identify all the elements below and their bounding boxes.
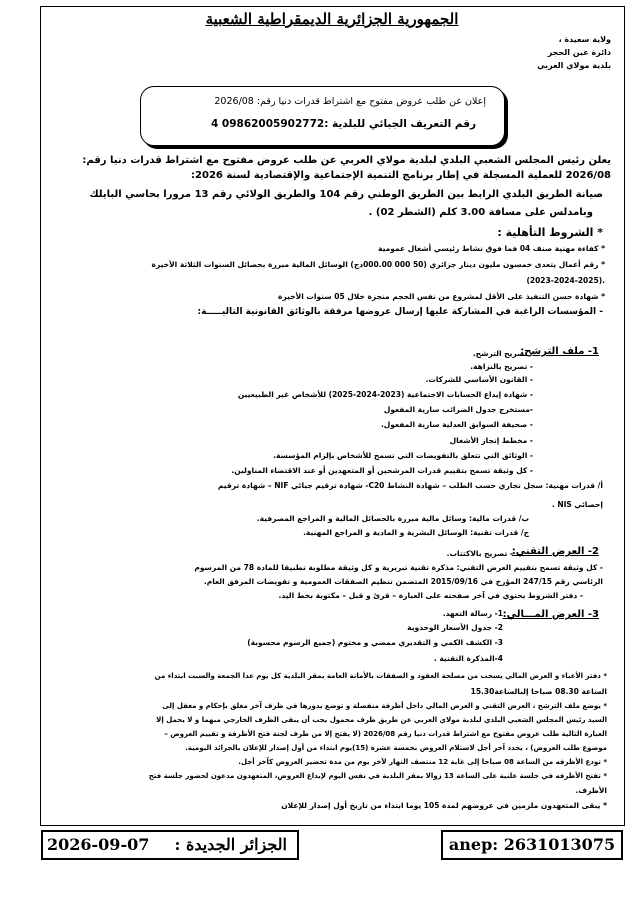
capacity-nis: إحصائي NIS . [551,500,603,509]
condition-item: (2023-2024-2025). [526,276,605,285]
announcement-box [140,86,505,146]
documents-intro: - المؤسسات الراغبة في المشاركة عليها إرسال عروضها مرفقة بالوثائق القانونية التاليـــــة: [197,307,603,317]
financial-item: 4-المذكرة التقنية . [433,654,503,663]
address-wilaya: ولاية سعيدة ، [558,35,611,44]
candidature-heading: 1- ملف الترشح: [520,346,599,357]
condition-item: * شهادة حسن التنفيذ على الأقل لمشروع من نفس الحجم منجزة خلال 05 سنوات الأخيرة [278,292,605,301]
intro-line: 2026/08 للعملية المسجلة في إطار برنامج التنمية الإجتماعية والإقتصادية لسنة 2026: [191,170,611,181]
technical-item: - دفتر الشروط يحتوي في آخر صفحته على العبارة – قرئ و قبل – مكتوبة بخط اليد. [278,591,583,600]
note-line: * تفتح الأظرفه في جلسة علنية على الساعة 13 زوالا بمقر البلدية في نفس اليوم لإيداع العروض، المتعهدون مدعون لحضور جلسة فتح [148,772,607,780]
technical-heading: 2- العرض التقني: [511,546,599,557]
announcement-number: إعلان عن طلب عروض مفتوح مع اشتراط قدرات دنيا رقم: 2026/08 [214,96,486,107]
financial-heading: 3- العرض المـــالي: [502,609,599,620]
financial-item: 3- الكشف الكمي و التقديري ممضي و مختوم (جميع الرسوم محسوبة) [247,638,503,647]
intro-line: صيانة الطريق البلدي الرابط بين الطريق الوطني رقم 104 والطريق الولائي رقم 13 مرورا بحاسي البايلك [89,189,603,200]
capacity-financial: ب/ قدرات مالية: وسائل مالية مبررة بالحصائل المالية و المراجع المصرفية. [256,514,529,523]
note-line: الأظرف. [575,786,607,795]
newspaper-name: الجزائر الجديدة : [174,835,287,854]
candidature-item: -مستخرج جدول الضرائب سارية المفعول [383,405,533,414]
note-line: * يبقى المتعهدون ملزمين في عروضهم لمدة 105 يوما ابتداء من تاريخ أول إصدار للإعلان [281,801,607,810]
candidature-item: - الوثائق التي تتعلق بالتفويضات التي تسمح للأشخاص بإلزام المؤسسة. [273,451,533,460]
conditions-heading: * الشروط التأهلية : [497,226,603,239]
candidature-item: - القانون الأساسي للشركات. [425,375,533,384]
candidature-item: - صحيفة السوابق العدلية سارية المفعول. [380,420,533,429]
note-line: * تودع الأظرفه من الساعة 08 صباحا إلى غاية 12 منتصف النهار لآخر يوم من مدة تحضير العروض كآخر أجل. [238,758,607,766]
note-line: الساعة 08.30 صباحا إلىالساعة15.30 [470,687,607,696]
condition-item: * كفاءة مهنية صنف 04 فما فوق نشاط رئيسي أشغال عمومية [378,244,605,253]
anep-box [441,830,623,860]
intro-line: يعلن رئيس المجلس الشعبي البلدي لبلدية مولاي العربي عن طلب عروض مفتوح مع اشتراط قدرات دنيا رقم: [82,155,611,166]
address-commune: بلدية مولاي العربي [537,61,611,70]
publication-date: 2026-09-07 [47,835,150,854]
financial-item: 2- جدول الأسعار الوحدوية [407,623,503,632]
anep-number: anep: 2631013075 [448,835,616,854]
capacity-technical: ج/ قدرات تقنية: الوسائل البشرية و المادية و المراجع المهنية. [303,528,529,537]
condition-item: * رقم أعمال يتعدى خمسون مليون دينار جزائري (50 000 000.00دج) الوسائل المالية مبررة بحصائل السنوات الثلاثة الأخيرة [151,260,605,269]
note-line: * يوضع ملف الترشح ، العرض التقني و العرض المالي داخل أظرفة منفصلة و توضع بدورها في ظرف آخر مغلق بإحكام و مغفل إلى [162,702,607,710]
note-line: * دفتر الأعباء و العرض المالي يسحب من مصلحة العقود و الصفقات بالأمانة العامة بمقر البلدية كل يوم عدا الجمعة والسبت ابتداء من [154,672,607,680]
intro-line: وبامدلس على مسافة 3.00 كلم (الشطر 02) . [368,207,593,218]
capacity-professional: أ/ قدرات مهنية: سجل تجاري حسب الطلب – شهادة النشاط C20- شهادة ترقيم جبائي NIF – شهادة ترقيم [217,481,603,490]
page-title: الجمهورية الجزائرية الديمقراطية الشعبية [205,10,459,28]
candidature-item: - مخطط إنجاز الأشغال [449,436,533,445]
candidature-item: - تصريح الترشح. [472,349,533,358]
technical-item: الرئاسي رقم 247/15 المؤرخ في 2015/09/16 المتضمن تنظيم الصفقات العمومية و تفويضات المرفق العام. [203,577,603,586]
note-line: العبارة التالية طلب عروض مفتوح مع اشتراط قدرات دنيا رقم 2026/08 (لا يفتح إلا من طرف لجنة فتح الأظرفة و تقييم العروض – [164,730,607,738]
newspaper-box [41,830,299,860]
candidature-item: - كل وثيقة تسمح بتقييم قدرات المرشحين أو المتعهدين أو عند الاقتضاء المناولين. [231,466,533,475]
financial-item: 1- رسالة التعهد. [442,609,503,618]
note-line: السيد رئيس المجلس الشعبي البلدي لبلدية مولاي العربي عن طريق ظرف محمول يجب أن يبقى الظرف الخارجي مبهما و لا يحمل إلا [156,716,607,724]
candidature-item: - تصريح بالنزاهة. [470,362,533,371]
technical-item: - تصريح بالاكتتاب. [446,549,513,558]
technical-item: - كل وثيقة تسمح بتقييم العرض التقني: مذكرة تقنية تبريرية و كل وثيقة مطلوبة تطبيقا للمادة 78 من المرسوم [194,563,603,572]
candidature-item: - شهادة إيداع الحسابات الاجتماعية (2023-2024-2025) للأشخاص غير الطبيعيين [237,390,533,399]
tax-id: رقم التعريف الجبائي للبلدية :09862005902772 4 [210,118,476,130]
note-line: موضوع طلب العروض) ، يحدد آخر أجل لاستلام العروض بخمسة عشرة (15)يوم ابتداء من أول إصدار للإعلان بالجرائد اليومية. [185,744,607,752]
address-daira: دائرة عين الحجر [547,48,611,57]
